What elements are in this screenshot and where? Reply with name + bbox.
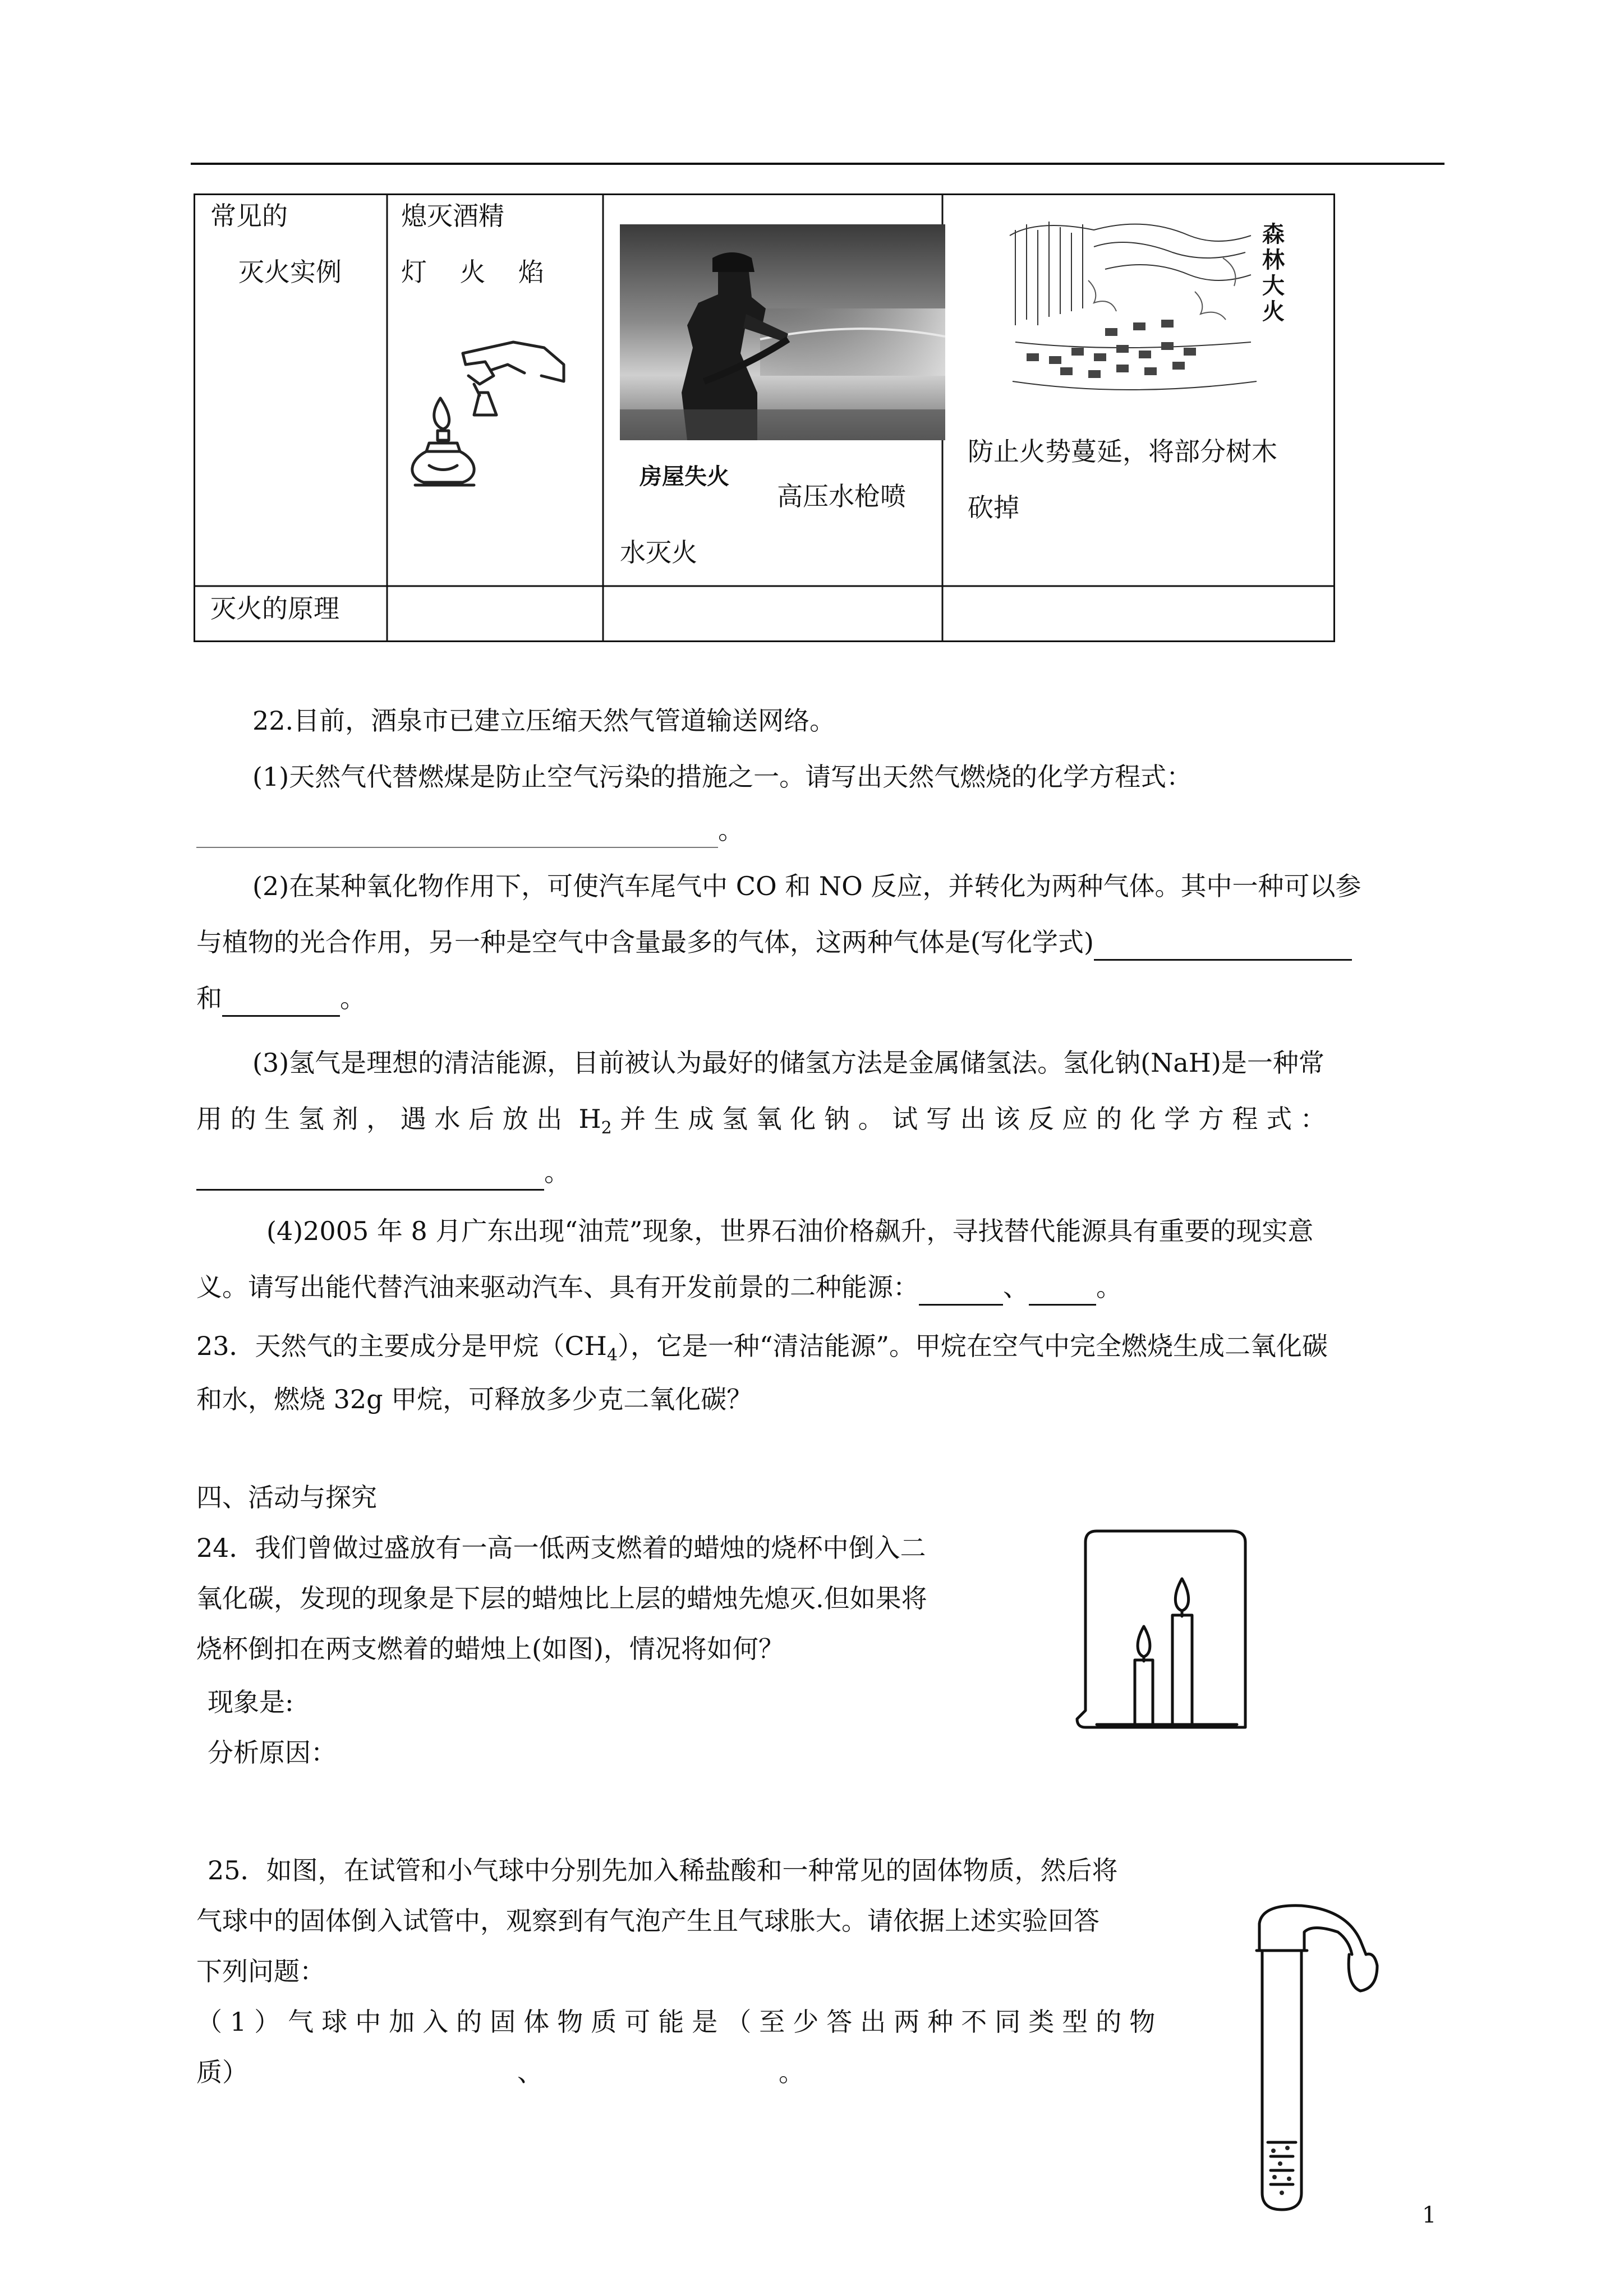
page-number: 1 — [1422, 2202, 1437, 2228]
q25-text: 质） — [196, 2057, 248, 2087]
house-fire-caption: 房屋失火 — [640, 464, 729, 490]
table-cell-firebreak-line2: 砍掉 — [968, 492, 1019, 523]
test-tube-balloon-illustration — [1240, 1901, 1391, 2215]
q22-part4-line1: (4)2005 年 8 月广东出现“油荒”现象，世界石油价格飙升，寻找替代能源具有重要的现实意 — [266, 1216, 1314, 1246]
q22-part1-line1: (1)天然气代替燃煤是防止空气污染的措施之一。请写出天然气燃烧的化学方程式： — [252, 762, 1193, 792]
q23-subscript: 4 — [606, 1345, 618, 1366]
q22-part3-line2 — [196, 1102, 1326, 1145]
header-rule — [191, 163, 1444, 165]
q22-part4-line2 — [196, 1270, 1122, 1306]
q25-sep: 、 — [517, 2057, 543, 2087]
q23-line2: 和水，燃烧 32g 甲烷，可释放多少克二氧化碳？ — [196, 1384, 753, 1414]
q22-part3-text-a: 用 的 生 氢 剂 ， 遇 水 后 放 出 H — [196, 1104, 601, 1134]
table-row-header-examples-line2: 灭火实例 — [238, 257, 342, 287]
q22-part1-answer-line — [196, 813, 744, 848]
q25-line5 — [196, 2055, 804, 2089]
alcohol-lamp-illustration — [395, 331, 575, 499]
q22-part4-text: 义。请写出能代替汽油来驱动汽车、具有开发前景的二种能源： — [196, 1272, 919, 1302]
q22-part3-line1: (3)氢气是理想的清洁能源，目前被认为最好的储氢方法是金属储氢法。氢化钠(NaH)是一种常 — [252, 1048, 1324, 1078]
q23-text-a: 23．天然气的主要成分是甲烷（CH — [196, 1331, 607, 1361]
q25-blank2[interactable] — [543, 2055, 779, 2089]
q24-analysis: 分析原因： — [208, 1737, 337, 1768]
q22-part4-blank1[interactable] — [919, 1270, 1003, 1306]
q22-part3-blank[interactable] — [196, 1155, 544, 1191]
q22-part4-sep: 、 — [1003, 1272, 1029, 1302]
q22-part3-subscript: 2 — [601, 1118, 612, 1138]
q24-line1: 24．我们曾做过盛放有一高一低两支燃着的蜡烛的烧杯中倒入二 — [196, 1533, 926, 1563]
q22-part2-text: 与植物的光合作用，另一种是空气中含量最多的气体，这两种气体是(写化学式) — [196, 927, 1094, 957]
section-4-title: 四、活动与探究 — [196, 1482, 377, 1513]
q22-part4-blank2[interactable] — [1029, 1270, 1096, 1306]
table-cell-alcohol-lamp-line1: 熄灭酒精 — [401, 201, 504, 231]
q22-part2-blank1[interactable] — [1094, 925, 1352, 961]
q25-line1: 25．如图，在试管和小气球中分别先加入稀盐酸和一种常见的固体物质，然后将 — [208, 1855, 1118, 1885]
q22-part2-line3 — [196, 981, 366, 1017]
q24-phenomenon: 现象是: — [208, 1687, 294, 1717]
table-cell-firebreak-line1: 防止火势蔓延，将部分树木 — [968, 436, 1277, 467]
q22-part1-blank[interactable] — [196, 813, 718, 848]
table-row-header-principle: 灭火的原理 — [210, 593, 339, 624]
q22-part3-end: 。 — [544, 1157, 570, 1187]
q25-line4: （1）气球中加入的固体物质可能是（至少答出两种不同类型的物 — [196, 2007, 1163, 2037]
q25-blank1[interactable] — [248, 2055, 517, 2089]
q24-line3: 烧杯倒扣在两支燃着的蜡烛上(如图)，情况将如何？ — [196, 1634, 784, 1664]
q22-part2-line1: (2)在某种氧化物作用下，可使汽车尾气中 CO 和 NO 反应，并转化为两种气体。其中一种可以参 — [252, 871, 1361, 901]
q22-part2-and: 和 — [196, 983, 222, 1013]
q23-text-b: ），它是一种“清洁能源”。甲烷在空气中完全燃烧生成二氧化碳 — [617, 1331, 1328, 1361]
q22-part1-end: 。 — [718, 815, 744, 845]
q22-part3-answer-line — [196, 1155, 570, 1191]
q25-line2: 气球中的固体倒入试管中，观察到有气泡产生且气球胀大。请依据上述实验回答 — [196, 1906, 1099, 1936]
house-fire-photo — [620, 224, 945, 440]
table-cell-water-gun-line2: 水灭火 — [620, 537, 697, 568]
q25-end: 。 — [779, 2057, 804, 2087]
table-cell-water-gun-line1: 高压水枪喷 — [777, 481, 906, 511]
forest-fire-label: 森林大火 — [1262, 222, 1285, 325]
forest-fire-illustration — [1004, 213, 1296, 398]
q22-intro: 22.目前，酒泉市已建立压缩天然气管道输送网络。 — [252, 706, 836, 736]
q22-part2-end: 。 — [340, 983, 366, 1013]
q22-part4-end: 。 — [1096, 1272, 1122, 1302]
q22-part2-blank2[interactable] — [222, 981, 340, 1017]
q23-line1 — [196, 1329, 1328, 1372]
inverted-beaker-candles-illustration — [1063, 1525, 1265, 1744]
q24-line2: 氧化碳，发现的现象是下层的蜡烛比上层的蜡烛先熄灭.但如果将 — [196, 1583, 927, 1613]
table-cell-alcohol-lamp-line2: 灯 火 焰 — [401, 257, 544, 287]
q25-line3: 下列问题： — [196, 1956, 325, 1986]
q22-part3-text-b: 并 生 成 氢 氧 化 钠 。 试 写 出 该 反 应 的 化 学 方 程 式 ： — [611, 1104, 1326, 1134]
q22-part2-line2 — [196, 925, 1352, 961]
table-row-header-examples-line1: 常见的 — [210, 201, 288, 231]
